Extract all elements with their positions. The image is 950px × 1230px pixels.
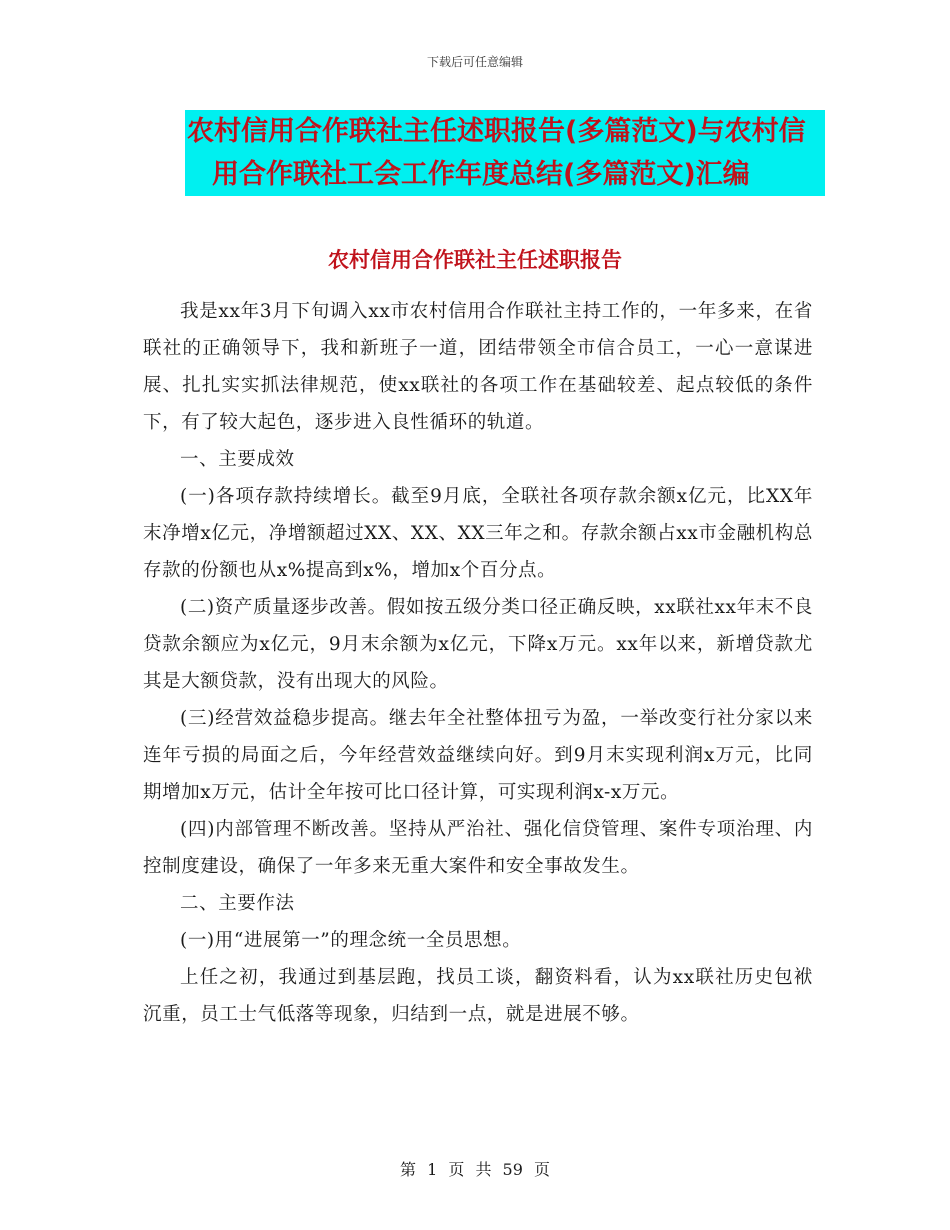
paragraph: 二、主要作法 xyxy=(180,893,295,914)
paragraph: 上任之初，我通过到基层跑，找员工谈，翻资料看，认为xx联社历史包袱沉重，员工士气低落等现象，归结到一点，就是进展不够。 xyxy=(143,967,813,1025)
document-title xyxy=(185,110,825,196)
title-line-2: 用合作联社工会工作年度总结(多篇范文)汇编 xyxy=(212,159,750,190)
paragraph: (四)内部管理不断改善。坚持从严治社、强化信贷管理、案件专项治理、内控制度建设，确保了一年多来无重大案件和安全事故发生。 xyxy=(143,819,813,877)
body-text xyxy=(143,293,813,1033)
page-footer: 第 1 页 共 59 页 xyxy=(400,1160,550,1179)
title-line-1: 农村信用合作联社主任述职报告(多篇范文)与农村信 xyxy=(187,116,806,147)
paragraph: (三)经营效益稳步提高。继去年全社整体扭亏为盈，一举改变行社分家以来连年亏损的局面之后，今年经营效益继续向好。到9月末实现利润x万元，比同期增加x万元，估计全年按可比口径计算，可实现利润x-x万元。 xyxy=(143,708,813,803)
paragraph: (一)各项存款持续增长。截至9月底，全联社各项存款余额x亿元，比XX年末净增x亿元，净增额超过XX、XX、XX三年之和。存款余额占xx市金融机构总存款的份额也从x%提高到x%，增加x个百分点。 xyxy=(143,486,813,581)
paragraph: (二)资产质量逐步改善。假如按五级分类口径正确反映，xx联社xx年末不良贷款余额应为x亿元，9月末余额为x亿元，下降x万元。xx年以来，新增贷款尤其是大额贷款，没有出现大的风险。 xyxy=(143,597,813,692)
header-note: 下载后可任意编辑 xyxy=(426,55,523,69)
section-title: 农村信用合作联社主任述职报告 xyxy=(328,248,622,272)
paragraph: (一)用“进展第一”的理念统一全员思想。 xyxy=(180,930,522,951)
paragraph: 我是xx年3月下旬调入xx市农村信用合作联社主持工作的，一年多来，在省联社的正确领导下，我和新班子一道，团结带领全市信合员工，一心一意谋进展、扎扎实实抓法律规范，使xx联社的各项工作在基础较差、起点较低的条件下，有了较大起色，逐步进入良性循环的轨道。 xyxy=(143,301,813,433)
paragraph: 一、主要成效 xyxy=(180,449,295,470)
